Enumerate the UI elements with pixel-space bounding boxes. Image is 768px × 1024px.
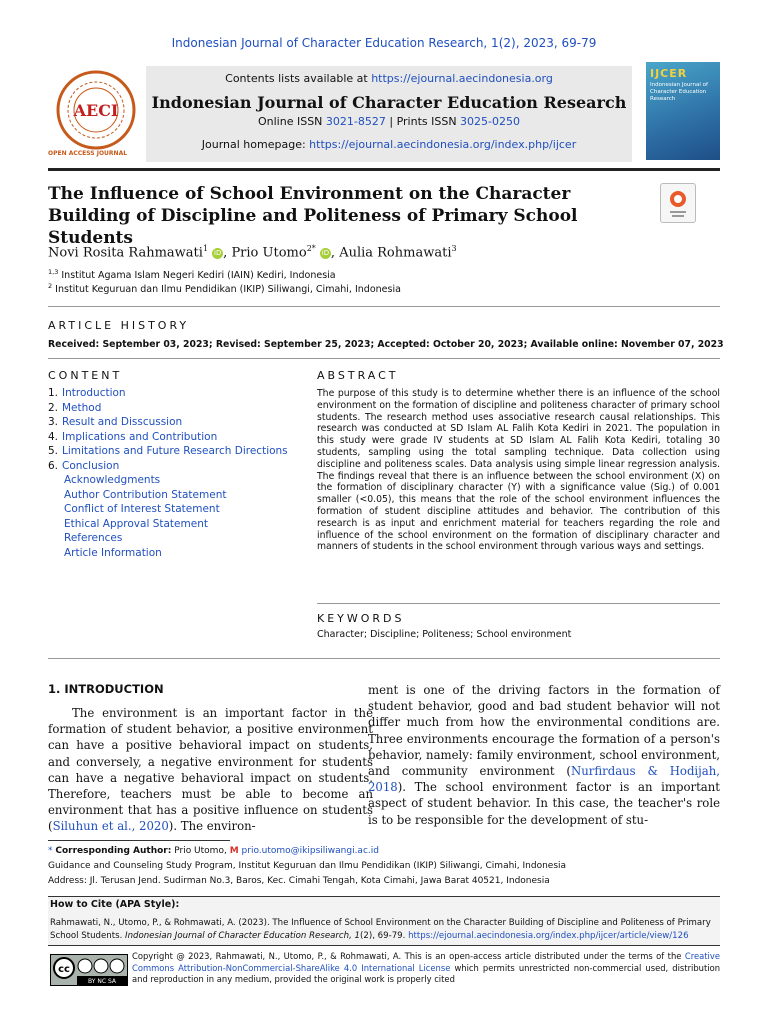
- cite-link[interactable]: https://ejournal.aecindonesia.org/index.php/ijcer/article/view/126: [408, 931, 689, 941]
- affiliation: [48, 268, 336, 281]
- contents-prefix: Contents lists available at: [225, 72, 372, 85]
- contents-link[interactable]: https://ejournal.aecindonesia.org: [371, 72, 553, 85]
- orcid-icon[interactable]: iD: [214, 249, 222, 258]
- toc-item[interactable]: [48, 430, 298, 445]
- cover-title: IJCER: [650, 67, 688, 80]
- check-for-updates-button[interactable]: [660, 183, 696, 223]
- toc-number: 2.: [48, 401, 59, 414]
- orcid-icon[interactable]: iD: [321, 249, 330, 258]
- toc-number: 3.: [48, 416, 59, 428]
- toc-link[interactable]: Author Contribution Statement: [64, 488, 227, 501]
- affiliation-text: Institut Keguruan dan Ilmu Pendidikan (IKIP) Siliwangi, Cimahi, Indonesia: [55, 284, 401, 296]
- issn-line: [146, 115, 632, 128]
- footnote-rule: [48, 840, 230, 841]
- affiliation-text: Institut Agama Islam Negeri Kediri (IAIN) Kediri, Indonesia: [61, 270, 336, 282]
- aeci-logo: [50, 64, 142, 164]
- toc-item[interactable]: [48, 531, 298, 546]
- body-column-left: [48, 705, 373, 835]
- toc-link[interactable]: Conclusion: [62, 459, 120, 472]
- body-text: The environment is an important factor in the formation of student behavior, a positive environment can have a positive behavioral impact on students, and conversely, a negative environment for students can have a negative behavioral impact on students. Therefore, teachers must be able to become an environment that has a positive influence on students (: [48, 706, 373, 834]
- affiliation: [48, 282, 401, 295]
- body-text: ment is one of the driving factors in the formation of student behavior, good and bad student behavior will not differ much from how the environmental conditions are. Three environments encourage the formation of a person's behavior, namely: family environment, school environment, and community environment (: [368, 683, 720, 779]
- contents-line: [146, 72, 632, 85]
- toc-link[interactable]: Method: [62, 401, 102, 414]
- keywords-text: Character; Discipline; Politeness; School environment: [317, 629, 572, 640]
- toc-item[interactable]: [48, 488, 298, 503]
- open-access-label: OPEN ACCESS JOURNAL: [48, 150, 128, 157]
- online-issn-link[interactable]: 3021-8527: [325, 115, 386, 128]
- homepage-label: Journal homepage:: [201, 138, 310, 151]
- aeci-logo-icon: [50, 64, 142, 164]
- print-issn-label: | Prints ISSN: [385, 115, 461, 128]
- toc-item[interactable]: [48, 517, 298, 532]
- corr-address: Address: Jl. Terusan Jend. Sudirman No.3, Baros, Kec. Cimahi Tengah, Kota Cimahi, Jawa Barat 40521, Indonesia: [48, 876, 550, 886]
- cc-icon: [51, 955, 127, 985]
- license-link[interactable]: Creative Commons Attribution-NonCommercial-ShareAlike 4.0 International License: [132, 951, 720, 973]
- toc-item[interactable]: [48, 415, 298, 430]
- author-name: Prio Utomo: [231, 245, 307, 261]
- affiliation-sup: 1,3: [48, 268, 59, 276]
- divider: [48, 658, 720, 659]
- toc-item[interactable]: [48, 401, 298, 416]
- copyright-a: Copyright @ 2023, Rahmawati, N., Utomo, P., & Rohmawati, A. This is an open-access article distributed under the terms of the: [132, 951, 685, 961]
- toc-item[interactable]: [48, 386, 298, 401]
- corr-name: Prio Utomo,: [171, 846, 230, 856]
- content-heading: CONTENT: [48, 369, 123, 382]
- author-sup: 1: [202, 244, 209, 253]
- corresponding-author: [48, 846, 720, 856]
- toc-item[interactable]: [48, 459, 298, 474]
- corr-label: Corresponding Author:: [55, 846, 172, 856]
- author-list: Novi Rosita Rahmawati$^1$ iD , Prio Utomo$^{2*}$ iD , Aulia Rohmawati$^3$: [48, 244, 457, 261]
- table-of-contents: [48, 386, 298, 560]
- toc-number: 1.: [48, 387, 59, 399]
- journal-citation: Indonesian Journal of Character Education Research, 1(2), 2023, 69-79: [171, 36, 597, 50]
- body-column-right: [368, 682, 720, 828]
- toc-link[interactable]: Limitations and Future Research Directions: [62, 445, 288, 457]
- logo-text: AECI: [73, 101, 119, 120]
- print-issn-link[interactable]: 3025-0250: [460, 115, 521, 128]
- abstract-heading: ABSTRACT: [317, 369, 399, 382]
- copyright-text: [132, 951, 720, 986]
- body-text: ). The school environment factor is an important aspect of student behavior. In this case, the teacher's role is to be responsible for the development of stu-: [368, 780, 720, 827]
- homepage-link[interactable]: https://ejournal.aecindonesia.org/index.php/ijcer: [309, 138, 577, 151]
- email-icon: M: [229, 846, 239, 856]
- journal-title: Indonesian Journal of Character Education Research: [151, 93, 627, 112]
- online-issn-label: Online ISSN: [257, 115, 326, 128]
- copyright-b: which permits unrestricted non-commercial used, distribution and reproduction in any medium, provided the original work is properly cited: [132, 962, 721, 984]
- abstract-text: The purpose of this study is to determine whether there is an influence of the school environment on the formation of discipline and politeness character of primary school students. The research method uses associative research causal relationships. This research was conducted at SD Islam AL Falih Kota Kediri in 2021. The population in this study were grade IV students at SD Islam AL Falih Kota Kediri, totaling 30 students, sampling using the total sampling technique. Data collection using discipline and politeness scales. Data analysis using simple linear regression analysis. The findings reveal that there is an influence between the school environment (X) on the formation of disciplinary character (Y) with a significance value (Sig.) of 0.001 smaller (<0.05), this means that the role of the school environment influences the formation of student discipline attitudes and behavior. The contribution of this research is as input and enrichment material for teachers regarding the role and influence of the school environment on the formation of disciplinary character and manners of students in the school environment through various ways and settings.: [317, 388, 720, 553]
- toc-item[interactable]: [48, 502, 298, 517]
- asterisk: *: [48, 846, 53, 856]
- toc-item[interactable]: [48, 546, 298, 561]
- cc-license-badge[interactable]: [50, 954, 128, 986]
- paper-title: The Influence of School Environment on the Character Building of Discipline and Politeness of Primary School Students: [48, 184, 578, 248]
- cite-journal: Indonesian Journal of Character Education Research, 1: [125, 931, 361, 941]
- author-name: Novi Rosita Rahmawati: [48, 245, 203, 261]
- divider: [48, 358, 720, 359]
- citation-link[interactable]: Siluhun et al., 2020: [52, 819, 169, 834]
- header-rule: [48, 168, 720, 171]
- toc-link[interactable]: Implications and Contribution: [62, 430, 218, 443]
- toc-number: 4.: [48, 430, 59, 443]
- cite-issue: (2), 69-79.: [360, 931, 409, 941]
- toc-item[interactable]: [48, 444, 298, 459]
- citation-link[interactable]: Nurfirdaus & Hodijah, 2018: [368, 764, 720, 795]
- email-link[interactable]: prio.utomo@ikipsiliwangi.ac.id: [241, 846, 379, 856]
- cc-badge-text: BY NC SA: [88, 978, 116, 985]
- svg-text:cc: cc: [58, 964, 70, 975]
- homepage-line: [146, 138, 632, 151]
- keywords-heading: KEYWORDS: [317, 612, 405, 625]
- toc-link[interactable]: Conflict of Interest Statement: [64, 503, 220, 515]
- toc-link[interactable]: Acknowledgments: [64, 474, 161, 486]
- author-name: Aulia Rohmawati: [339, 245, 452, 261]
- introduction-heading: 1. INTRODUCTION: [48, 682, 164, 696]
- toc-item[interactable]: [48, 473, 298, 488]
- toc-link[interactable]: References: [64, 532, 123, 544]
- toc-number: 5.: [48, 445, 59, 457]
- article-history-heading: ARTICLE HISTORY: [48, 319, 190, 332]
- toc-link[interactable]: Result and Disscussion: [62, 416, 183, 428]
- how-to-cite-heading: How to Cite (APA Style):: [50, 899, 180, 910]
- toc-link[interactable]: Ethical Approval Statement: [64, 517, 208, 530]
- affiliation-sup: 2: [48, 282, 53, 290]
- divider: [317, 603, 720, 604]
- toc-number: 6.: [48, 459, 59, 472]
- article-history-dates: Received: September 03, 2023; Revised: September 25, 2023; Accepted: October 20, 2023; Available online: November 07, 2023: [48, 339, 724, 350]
- author-sup: 3: [451, 244, 457, 253]
- cover-subtitle: Indonesian Journal of Character Education Research: [650, 82, 708, 102]
- cite-text: Rahmawati, N., Utomo, P., & Rohmawati, A. (2023). The Influence of School Environment on the Character Building of Discipline and Politeness of Primary School Students.: [50, 918, 711, 941]
- author-sup: 2*: [306, 244, 316, 253]
- how-to-cite-text: [50, 917, 718, 943]
- toc-link[interactable]: Introduction: [62, 387, 126, 399]
- corr-department: Guidance and Counseling Study Program, Institut Keguruan dan Ilmu Pendidikan (IKIP) Siliwangi, Cimahi, Indonesia: [48, 861, 567, 871]
- toc-link[interactable]: Article Information: [64, 546, 162, 559]
- check-updates-icon: [661, 184, 695, 222]
- body-text: ). The environ-: [168, 819, 256, 834]
- divider: [48, 306, 720, 307]
